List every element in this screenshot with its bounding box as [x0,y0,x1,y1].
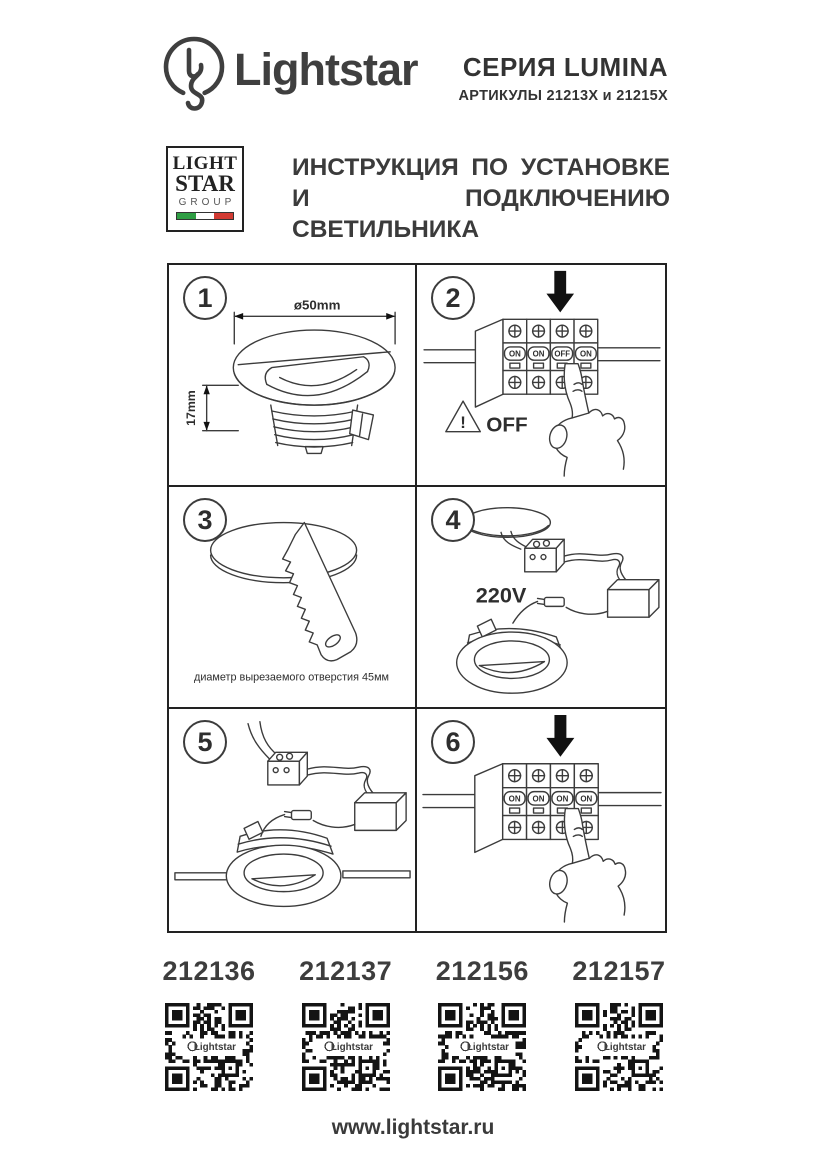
svg-text:Lightstar: Lightstar [193,1042,237,1054]
italian-flag-stripe [176,212,234,220]
product-column [285,956,407,1091]
down-arrow-icon [546,715,574,757]
switch-label: ON [532,349,545,359]
product-code: 212157 [572,956,666,986]
step-number-badge: 2 [431,276,475,320]
group-logo-group: GROUP [178,197,236,208]
qr-code [165,1003,253,1091]
instruction-title-line2: И ПОДКЛЮЧЕНИЮ СВЕТИЛЬНИКА [292,185,670,243]
qr-code [575,1003,663,1091]
ceiling-hatch-left [175,873,228,880]
warning-off-label: OFF [486,413,528,437]
step-number-badge: 3 [183,498,227,542]
series-title: СЕРИЯ LUMINA [462,52,668,82]
saw-blade [283,523,357,661]
terminal-block [268,752,308,785]
step-number-badge: 6 [431,720,475,764]
website-link: www.lightstar.ru [331,1116,495,1139]
switch-label: ON [579,349,592,359]
lightstar-group-logo [166,146,244,232]
svg-text:Lightstar: Lightstar [467,1042,510,1054]
qr-code [438,1003,526,1091]
diameter-label: ø50mm [293,297,341,313]
product-code: 212137 [299,956,393,986]
product-column [421,956,543,1091]
connector-plug [544,597,564,606]
group-logo-light: LIGHT [172,153,238,174]
terminal-block [525,539,564,572]
switch-label: ON [556,794,569,804]
product-codes-row [148,956,680,1091]
step-3-panel [169,487,417,709]
driver-box [355,793,406,831]
step-2-panel [417,265,665,487]
driver-box [608,580,659,617]
luminaire [457,619,567,693]
series-block [459,52,668,104]
breaker-modules [503,319,598,394]
warning-mark: ! [460,412,466,432]
voltage-label: 220V [475,582,527,608]
step-6-panel [417,709,665,931]
step-number-badge: 5 [183,720,227,764]
height-label: 17mm [183,390,198,426]
group-logo-star: STAR [175,171,235,196]
product-code: 212136 [162,956,256,986]
series-articles: АРТИКУЛЫ 21213X и 21215X [458,88,668,104]
instruction-title [292,152,670,245]
step-1-panel [169,265,417,487]
hole-caption: диаметр вырезаемого отверстия 45мм [194,671,389,684]
switch-label: ON [508,794,521,804]
step-number-badge: 1 [183,276,227,320]
product-column [558,956,680,1091]
switch-label: ON [532,794,545,804]
switch-label: OFF [554,349,571,359]
product-code: 212156 [435,956,529,986]
steps-grid [167,263,667,933]
step-number-badge: 4 [431,498,475,542]
step-4-panel [417,487,665,709]
luminaire-installed [226,821,341,906]
down-arrow-icon [546,271,574,312]
switch-label: ON [580,794,593,804]
lightstar-bulb-icon [160,34,228,124]
brand-wordmark: Lightstar [234,44,418,95]
qr-code [302,1003,390,1091]
svg-text:Lightstar: Lightstar [603,1042,647,1054]
step-5-panel [169,709,417,931]
svg-text:Lightstar: Lightstar [330,1042,373,1054]
instruction-title-line1: ИНСТРУКЦИЯ ПО УСТАНОВКЕ [292,154,670,181]
breaker-modules [503,764,599,840]
ceiling-hatch-right [343,871,410,878]
connector-plug [292,811,312,820]
switch-label: ON [508,349,521,359]
product-column [148,956,270,1091]
